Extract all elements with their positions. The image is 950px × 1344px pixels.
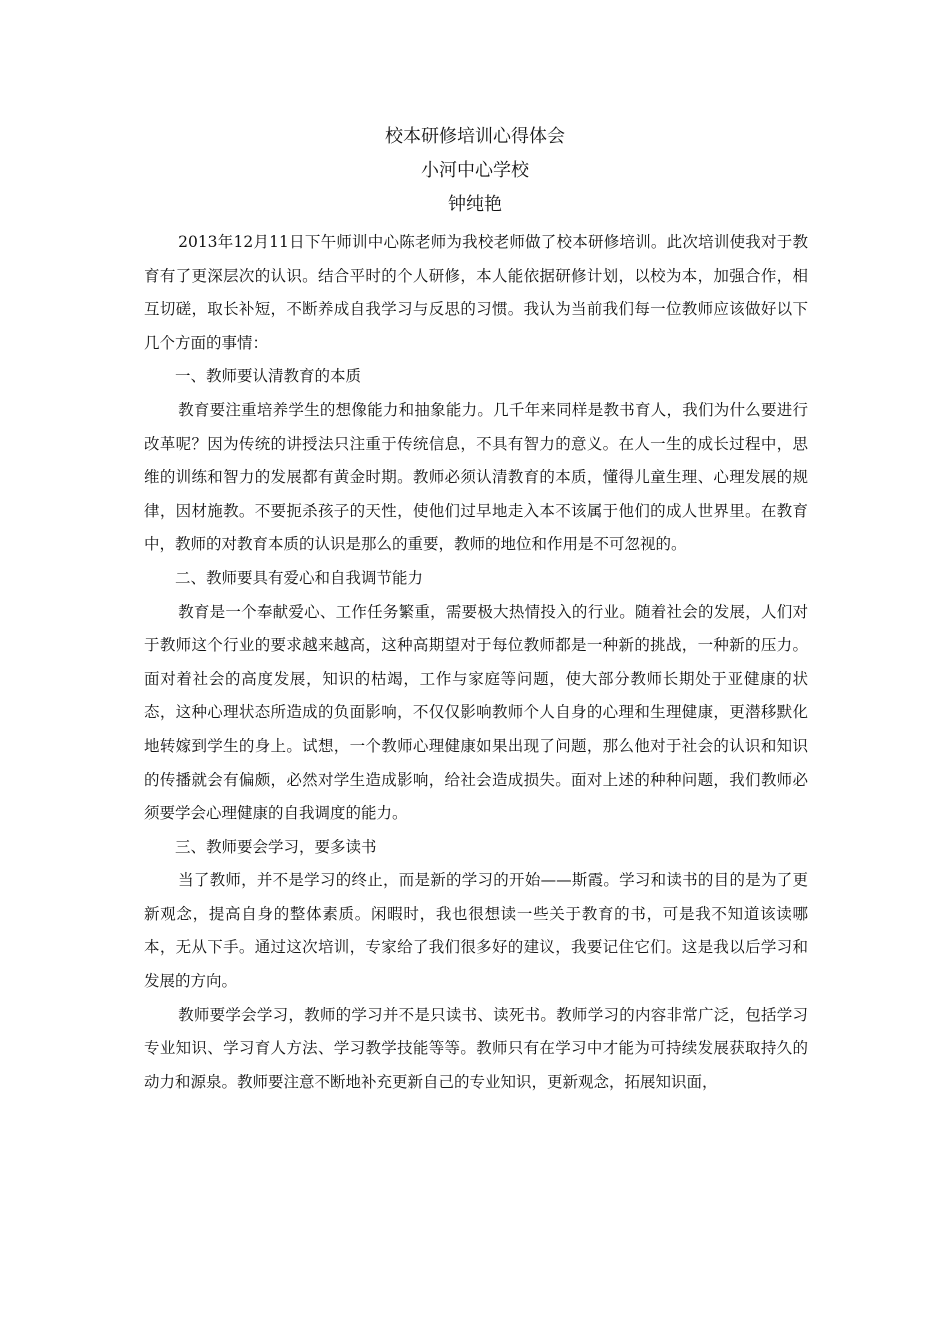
intro-paragraph: 2013年12月11日下午师训中心陈老师为我校老师做了校本研修培训。此次培训使我对于教育有了更深层次的认识。结合平时的个人研修，本人能依据研修计划，以校为本，加强合作，相互切磋，取长补短，不断养成自我学习与反思的习惯。我认为当前我们每一位教师应该做好以下几个方面的事情： xyxy=(144,233,808,352)
section-paragraph-3a: 当了教师，并不是学习的终止，而是新的学习的开始——斯霞。学习和读书的目的是为了更新观念，提高自身的整体素质。闲暇时，我也很想读一些关于教育的书，可是我不知道该读哪本，无从下手。通过这次培训，专家给了我们很多好的建议，我要记住它们。这是我以后学习和发展的方向。 xyxy=(144,871,808,991)
school-name: 小河中心学校 xyxy=(421,160,529,181)
section-heading-1: 一、教师要认清教育的本质 xyxy=(175,367,362,386)
section-heading-3: 三、教师要会学习，要多读书 xyxy=(175,837,377,856)
document-body xyxy=(144,226,808,1099)
section-paragraph-2: 教育是一个奉献爱心、工作任务繁重，需要极大热情投入的行业。随着社会的发展，人们对于教师这个行业的要求越来越高，这种高期望对于每位教师都是一种新的挑战，一种新的压力。面对着社会的高度发展，知识的枯竭，工作与家庭等问题，使大部分教师长期处于亚健康的状态，这种心理状态所造成的负面影响，不仅仅影响教师个人自身的心理和生理健康，更潜移默化地转嫁到学生的身上。试想，一个教师心理健康如果出现了问题，那么他对于社会的认识和知识的传播就会有偏颇，必然对学生造成影响，给社会造成损失。面对上述的种种问题，我们教师必须要学会心理健康的自我调度的能力。 xyxy=(144,602,808,823)
document-title: 校本研修培训心得体会 xyxy=(385,126,565,147)
author-name: 钟纯艳 xyxy=(448,194,502,215)
section-paragraph-3b: 教师要学会学习，教师的学习并不是只读书、读死书。教师学习的内容非常广泛，包括学习专业知识、学习育人方法、学习教学技能等等。教师只有在学习中才能为可持续发展获取持久的动力和源泉。教师要注意不断地补充更新自己的专业知识，更新观念，拓展知识面， xyxy=(144,1005,808,1091)
section-heading-2: 二、教师要具有爱心和自我调节能力 xyxy=(175,568,424,587)
section-paragraph-1: 教育要注重培养学生的想像能力和抽象能力。几千年来同样是教书育人，我们为什么要进行改革呢？因为传统的讲授法只注重于传统信息，不具有智力的意义。在人一生的成长过程中，思维的训练和智力的发展都有黄金时期。教师必须认清教育的本质，懂得儿童生理、心理发展的规律，因材施教。不要扼杀孩子的天性，使他们过早地走入本不该属于他们的成人世界里。在教育中，教师的对教育本质的认识是那么的重要，教师的地位和作用是不可忽视的。 xyxy=(144,400,808,554)
